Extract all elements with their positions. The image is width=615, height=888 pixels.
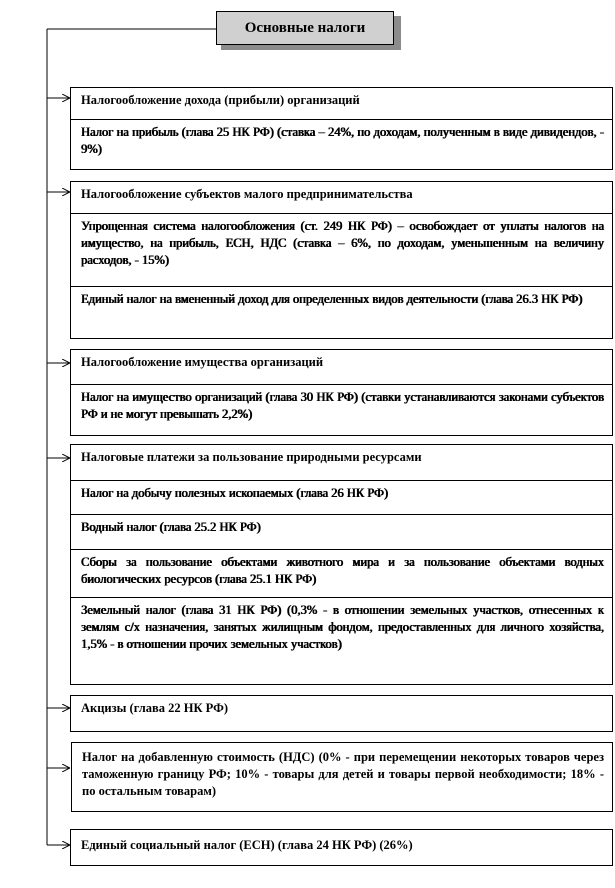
vat-box bbox=[71, 742, 613, 812]
social-tax-box bbox=[70, 829, 613, 866]
group-item: Единый налог на вмененный доход для определенных видов деятельности (глава 26.3 НК РФ) bbox=[71, 286, 612, 338]
single-item: Налог на добавленную стоимость (НДС) (0% - при перемещении некоторых товаров через таможенную границу РФ; 10% - товары для детей и товары первой необходимости; 18% - по остальным товарам) bbox=[82, 750, 604, 798]
group-item: Водный налог (глава 25.2 НК РФ) bbox=[71, 514, 612, 549]
single-item: Акцизы (глава 22 НК РФ) bbox=[81, 701, 228, 715]
group-header: Налогообложение имущества организаций bbox=[81, 355, 324, 369]
group-property-tax bbox=[70, 349, 613, 436]
excise-box bbox=[70, 695, 613, 732]
group-item: Упрощенная система налогообложения (ст. 249 НК РФ) – освобождает от уплаты налогов на имущество, на прибыль, ЕСН, НДС (ставка – 6%, по доходам, уменьшенным на величину расходов, - 15%) bbox=[71, 213, 612, 286]
group-item: Налог на имущество организаций (глава 30 НК РФ) (ставки устанавливаются законами субъектов РФ и не могут превышать 2,2%) bbox=[71, 384, 612, 435]
group-item: Сборы за пользование объектами животного мира и за пользование объектами водных биологических ресурсов (глава 25.1 НК РФ) bbox=[71, 549, 612, 597]
group-item: Налог на прибыль (глава 25 НК РФ) (ставка – 24%, по доходам, полученным в виде дивидендов, - 9%) bbox=[71, 119, 612, 169]
group-profit-tax bbox=[70, 87, 613, 170]
group-small-business bbox=[70, 181, 613, 339]
group-natural-resources bbox=[70, 444, 613, 685]
group-item: Земельный налог (глава 31 НК РФ) (0,3% - в отношении земельных участков, отнесенных к землям с/х назначения, занятых жилищным фондом, предоставленных для личного хозяйства, 1,5% - в отношении прочих земельных участков) bbox=[71, 597, 612, 684]
group-header: Налогообложение субъектов малого предпринимательства bbox=[81, 187, 413, 201]
group-item: Налог на добычу полезных ископаемых (глава 26 НК РФ) bbox=[71, 480, 612, 514]
group-header: Налоговые платежи за пользование природными ресурсами bbox=[81, 450, 422, 464]
single-item: Единый социальный налог (ЕСН) (глава 24 НК РФ) (26%) bbox=[81, 838, 413, 852]
diagram-title: Основные налоги bbox=[216, 11, 394, 45]
group-header: Налогообложение дохода (прибыли) организаций bbox=[81, 93, 360, 107]
